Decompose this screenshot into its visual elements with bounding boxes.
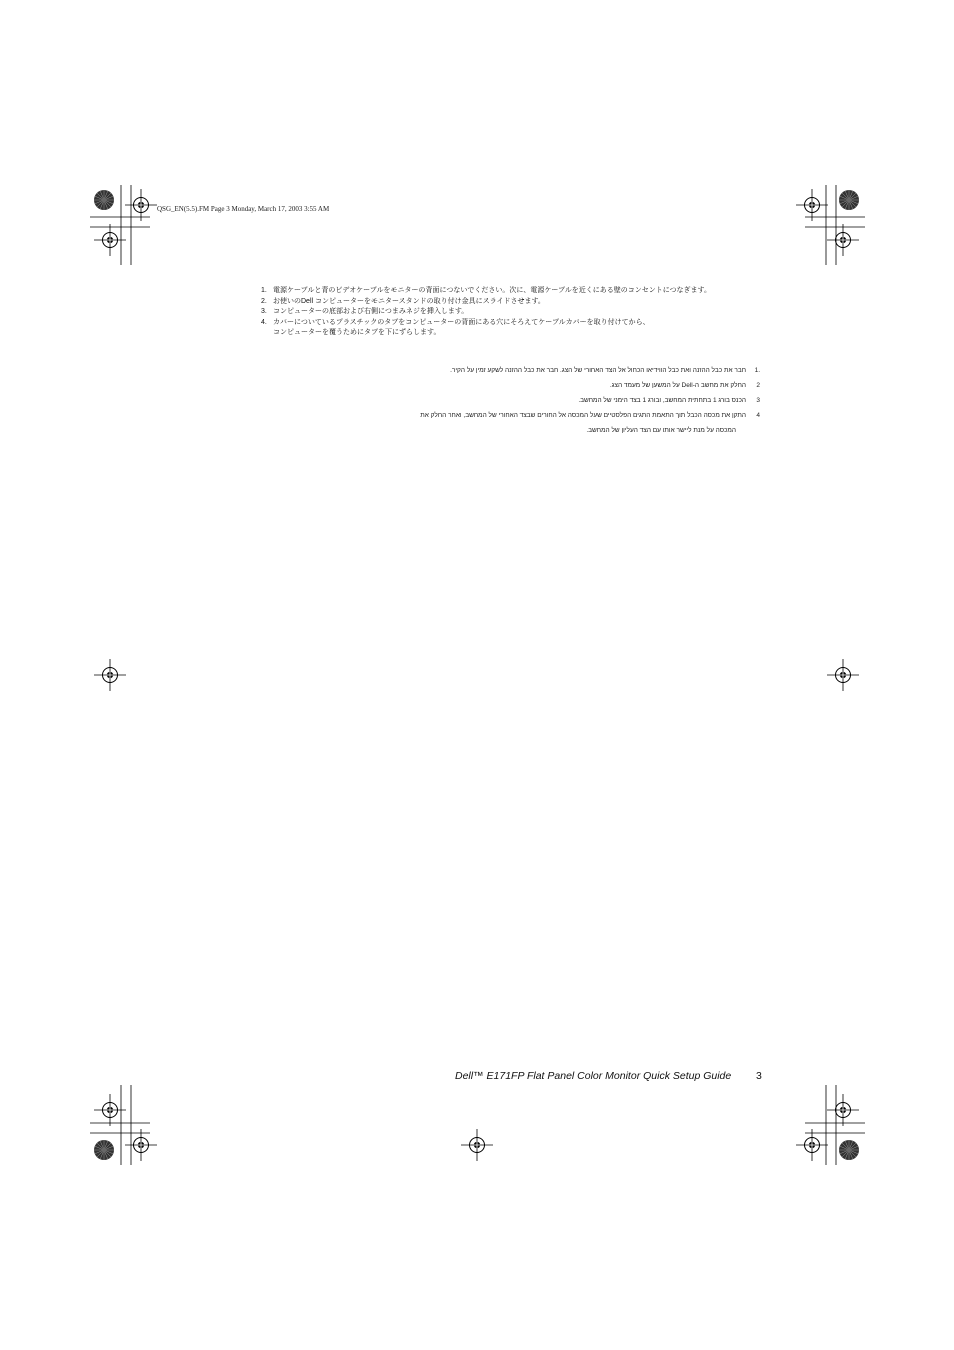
he-step-continued bbox=[350, 423, 760, 438]
step-text: הכנס בורג 1 בתחתית המחשב, ובורג 1 בצד הימני של המחשב. bbox=[578, 397, 746, 404]
step-text: コンピューターを覆うためにタブを下にずらします。 bbox=[273, 329, 441, 336]
step-number: 2. bbox=[261, 297, 267, 305]
he-step bbox=[350, 378, 760, 393]
bottom-right-marks bbox=[796, 1085, 865, 1165]
step-text: החלק את מחשב ה-Dell על המשען של מעמד הצג. bbox=[609, 382, 746, 389]
middle-right-marks bbox=[827, 659, 859, 691]
step-number bbox=[750, 423, 760, 438]
middle-left-marks bbox=[94, 659, 126, 691]
step-number: 3. bbox=[261, 308, 267, 315]
step-number: 2 bbox=[756, 382, 760, 389]
step-text: חבר את כבל ההזנה ואת כבל הווידיאו הכחול אל הצד האחורי של הצג. חבר את כבל ההזנה לשקע זמין על הקיר. bbox=[450, 367, 746, 374]
bottom-center-marks bbox=[461, 1129, 493, 1161]
top-left-marks bbox=[90, 185, 157, 265]
step-number: 4 bbox=[756, 412, 760, 419]
step-number: 1. bbox=[754, 367, 760, 374]
top-right-marks bbox=[796, 185, 865, 265]
jp-step-continued bbox=[261, 328, 781, 339]
step-text: 電源ケーブルと青のビデオケーブルをモニターの背面につないでください。次に、電源ケーブルを近くにある壁のコンセントにつなぎます。 bbox=[273, 287, 711, 294]
step-number bbox=[261, 328, 273, 339]
step-text: המכסה על מנת ליישר אותו עם הצד העליון של המחשב. bbox=[586, 427, 736, 434]
step-text: התקן את מכסה הכבל תוך התאמת התגים הפלסטיים שעל המכסה אל החורים שבצד האחורי של המחשב, ואחר החלק את bbox=[420, 412, 746, 419]
he-step bbox=[350, 363, 760, 378]
bottom-left-marks bbox=[90, 1085, 157, 1165]
step-text: カバーについているプラスチックのタブをコンピューターの背面にある穴にそろえてケーブルカバーを取り付けてから、 bbox=[273, 318, 650, 326]
jp-step bbox=[261, 297, 781, 308]
step-text: お使いのDell コンピューターをモニタースタンドの取り付け金具にスライドさせます。 bbox=[273, 297, 545, 305]
jp-step bbox=[261, 307, 781, 318]
step-number: 4. bbox=[261, 318, 267, 326]
he-step bbox=[350, 408, 760, 423]
file-info-header: QSG_EN(5.5).FM Page 3 Monday, March 17, 2003 3:55 AM bbox=[157, 205, 330, 213]
footer-title: Dell™ E171FP Flat Panel Color Monitor Quick Setup Guide bbox=[455, 1070, 732, 1082]
jp-step bbox=[261, 318, 781, 329]
step-number: 3 bbox=[756, 397, 760, 404]
page-number: 3 bbox=[756, 1070, 762, 1082]
he-step bbox=[350, 393, 760, 408]
japanese-instructions bbox=[261, 286, 781, 339]
hebrew-instructions bbox=[350, 363, 760, 438]
step-text: コンピューターの底部および右側につまみネジを挿入します。 bbox=[273, 308, 469, 315]
step-number: 1. bbox=[261, 287, 267, 294]
jp-step bbox=[261, 286, 781, 297]
